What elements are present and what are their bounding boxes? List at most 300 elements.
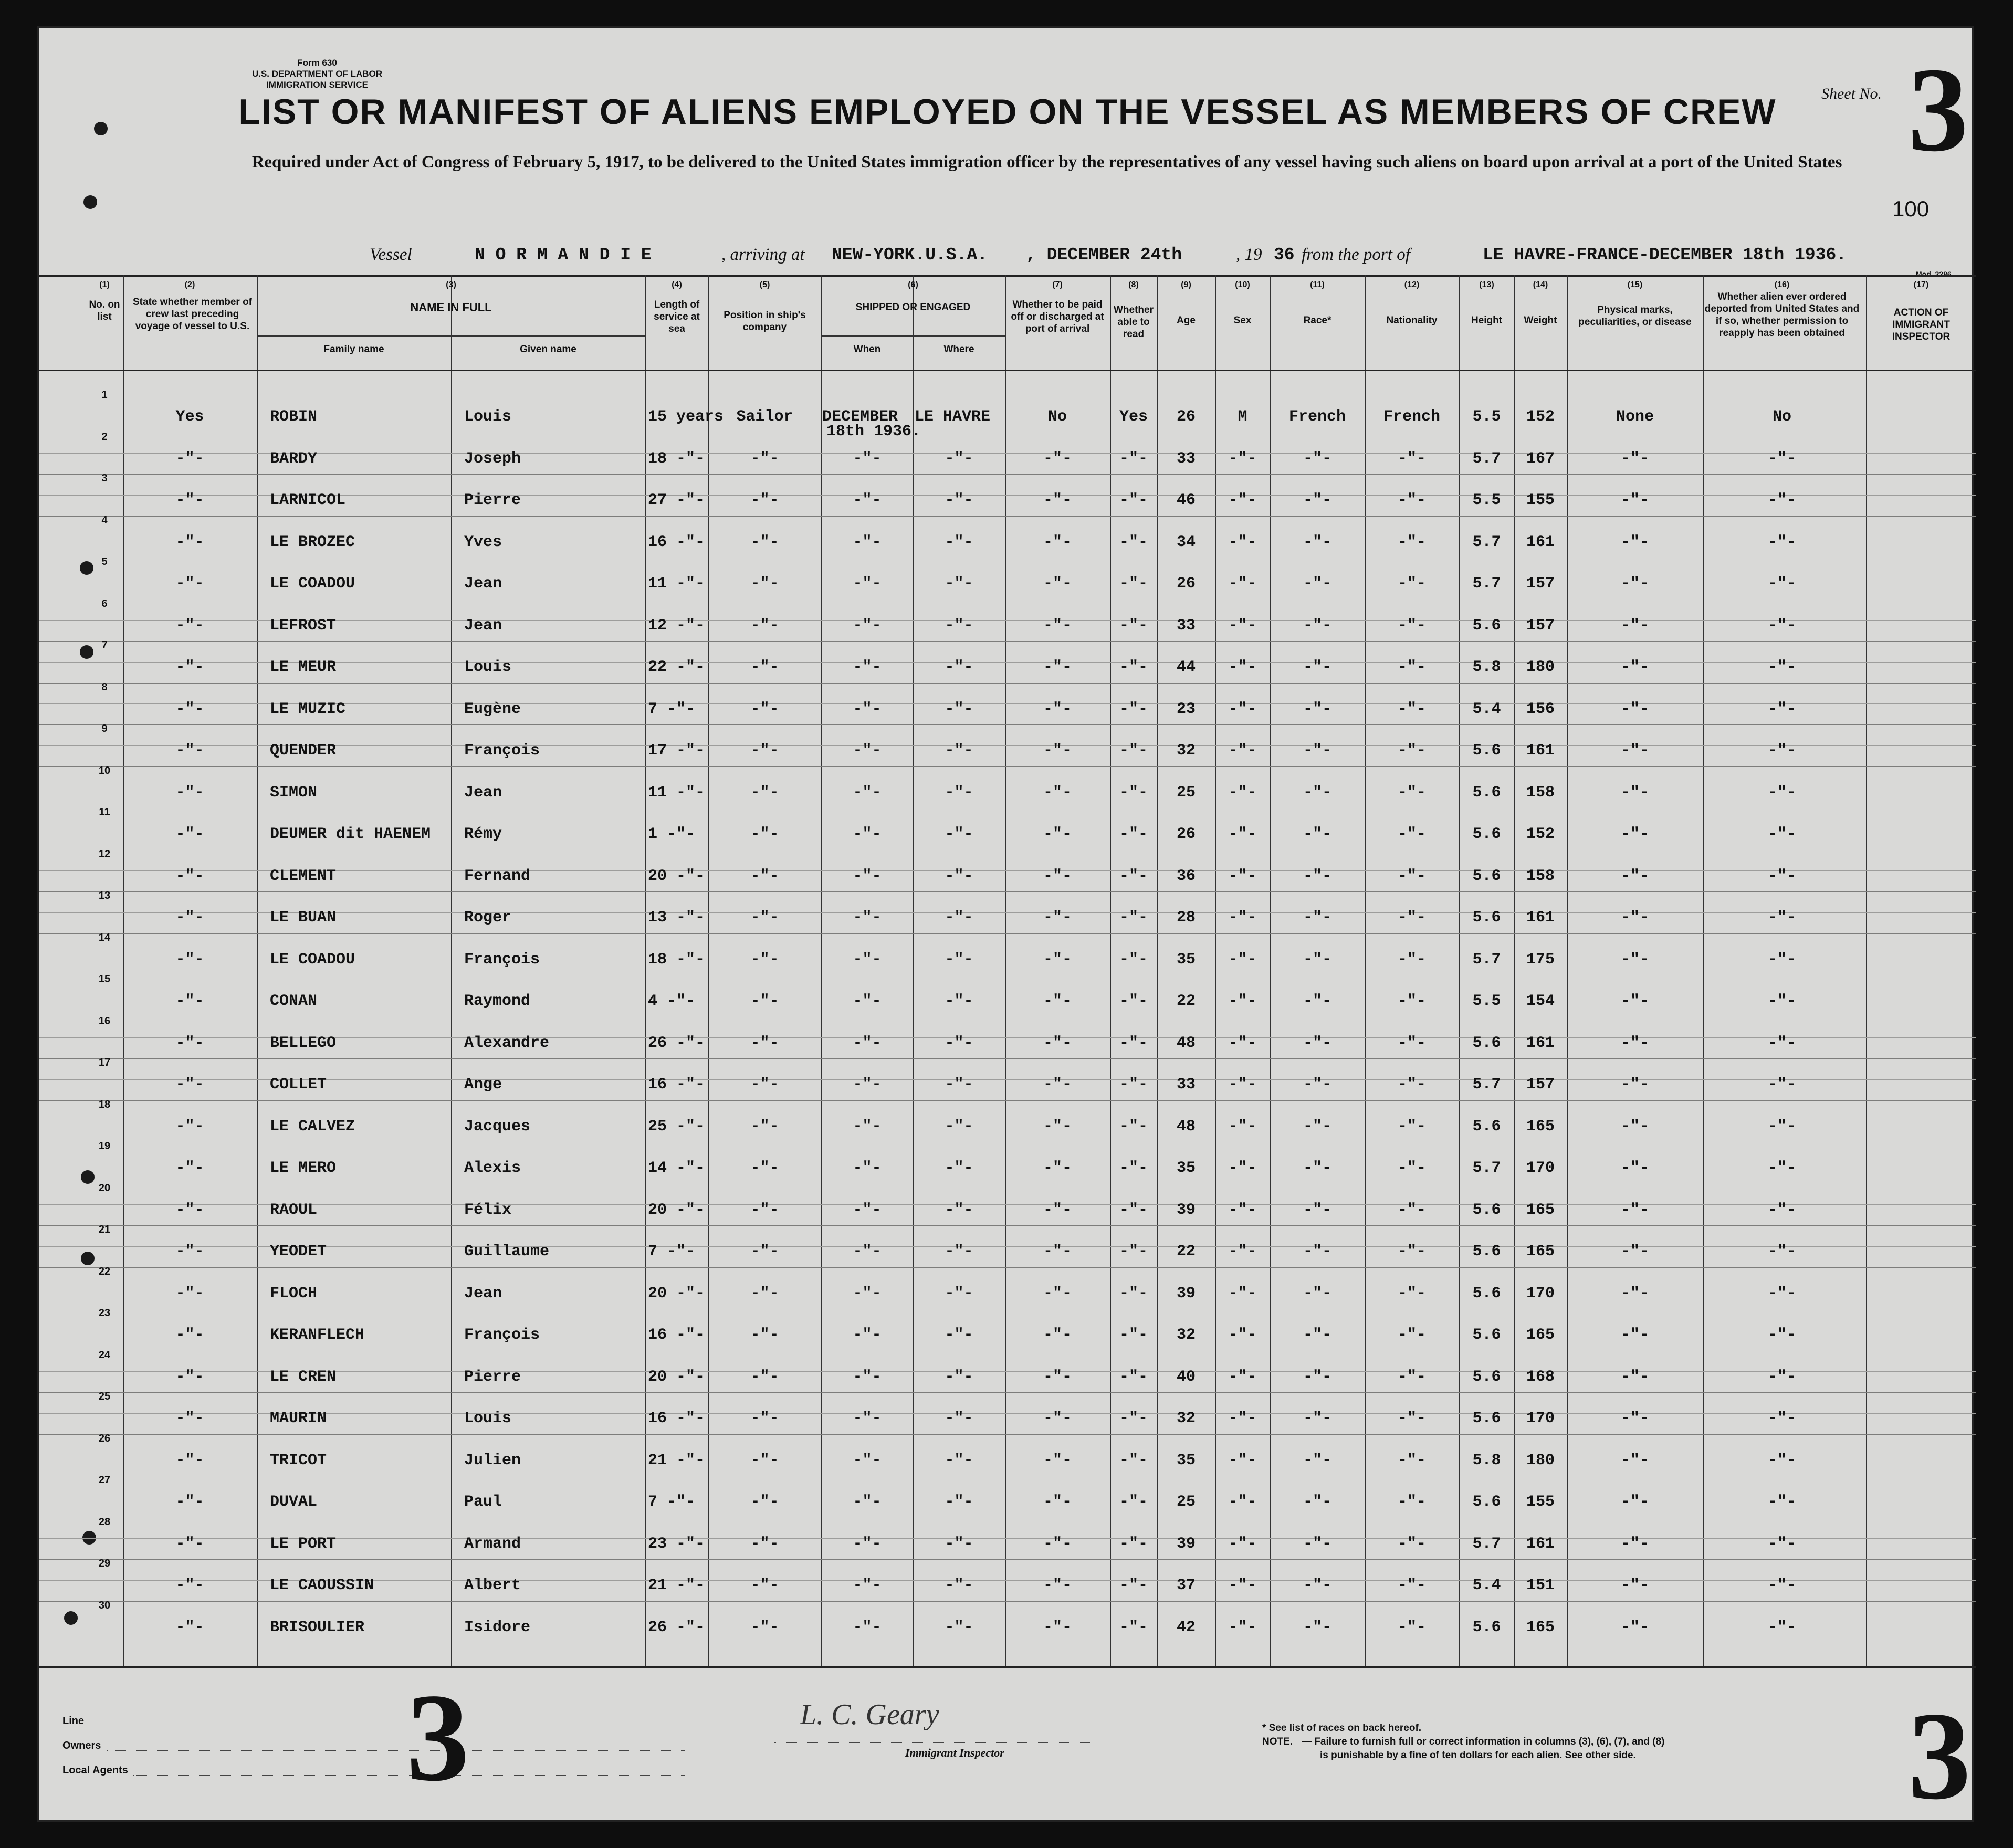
given-name-cell: Jean	[464, 783, 502, 802]
height-cell: 5.6	[1472, 1243, 1501, 1261]
nationality-cell: -"-	[1397, 1201, 1426, 1219]
physical-marks-cell: -"-	[1620, 742, 1649, 760]
able-to-read-cell: Yes	[1119, 408, 1148, 426]
nationality-cell: French	[1383, 408, 1441, 426]
given-name-cell: François	[464, 742, 540, 760]
row-number: 12	[98, 848, 111, 860]
able-to-read-cell: -"-	[1119, 1618, 1148, 1636]
able-to-read-cell: -"-	[1119, 1493, 1148, 1511]
header-able-to-read: Whether able to read	[1114, 304, 1154, 340]
row-number: 5	[101, 556, 108, 568]
given-name-cell: Yves	[464, 533, 502, 551]
shipped-where-cell: -"-	[945, 575, 973, 593]
sex-cell: -"-	[1228, 1535, 1257, 1553]
deported-cell: -"-	[1767, 1159, 1796, 1177]
height-cell: 5.6	[1472, 1618, 1501, 1636]
header-given-name: Given name	[520, 344, 576, 355]
row-number: 15	[98, 973, 111, 985]
height-cell: 5.6	[1472, 825, 1501, 843]
physical-marks-cell: -"-	[1620, 1284, 1649, 1303]
deported-cell: -"-	[1767, 1451, 1796, 1469]
shipped-where-cell: -"-	[945, 1451, 973, 1469]
race-cell: -"-	[1303, 1493, 1331, 1511]
shipped-when-cell: -"-	[853, 992, 882, 1010]
shipped-when-cell: -"-	[853, 742, 882, 760]
deported-cell: -"-	[1767, 1618, 1796, 1636]
given-name-cell: Louis	[464, 408, 512, 426]
age-cell: 22	[1176, 1243, 1196, 1261]
paid-off-cell: -"-	[1043, 1201, 1072, 1219]
able-to-read-cell: -"-	[1119, 449, 1148, 468]
sex-cell: -"-	[1228, 1368, 1257, 1386]
nationality-cell: -"-	[1397, 1159, 1426, 1177]
family-name-cell: FLOCH	[270, 1284, 318, 1303]
deported-cell: -"-	[1767, 1493, 1796, 1511]
column-divider	[1866, 275, 1867, 1666]
shipped-when-cell: -"-	[853, 1451, 882, 1469]
sex-cell: -"-	[1228, 1284, 1257, 1303]
able-to-read-cell: -"-	[1119, 909, 1148, 927]
form-identifier	[207, 57, 427, 90]
height-cell: 5.6	[1472, 616, 1501, 635]
race-cell: -"-	[1303, 449, 1331, 468]
given-name-cell: Raymond	[464, 992, 531, 1010]
age-cell: 33	[1176, 1076, 1196, 1094]
weight-cell: 161	[1526, 533, 1555, 551]
physical-marks-cell: -"-	[1620, 1159, 1649, 1177]
position-cell: -"-	[750, 449, 779, 468]
age-cell: 48	[1176, 1034, 1196, 1052]
paid-off-cell: -"-	[1043, 1368, 1072, 1386]
member-of-crew-cell: -"-	[175, 1493, 204, 1511]
position-cell: -"-	[750, 950, 779, 969]
header-sex: Sex	[1233, 315, 1252, 326]
shipped-where-cell: LE HAVRE	[915, 408, 991, 426]
physical-marks-cell: -"-	[1620, 1201, 1649, 1219]
row-rule	[39, 1559, 1976, 1560]
paid-off-cell: -"-	[1043, 825, 1072, 843]
race-cell: -"-	[1303, 1034, 1331, 1052]
physical-marks-cell: -"-	[1620, 658, 1649, 676]
sex-cell: -"-	[1228, 1493, 1257, 1511]
given-name-cell: Albert	[464, 1577, 521, 1594]
age-cell: 26	[1176, 408, 1196, 426]
shipped-when-cell: -"-	[853, 616, 882, 635]
given-name-cell: Jacques	[464, 1117, 531, 1136]
weight-cell: 167	[1526, 449, 1555, 468]
shipped-when-cell: -"-	[853, 1159, 882, 1177]
able-to-read-cell: -"-	[1119, 1535, 1148, 1553]
height-cell: 5.6	[1472, 1284, 1501, 1303]
age-cell: 34	[1176, 533, 1196, 551]
year: 36	[1274, 245, 1295, 265]
shipped-where-cell: -"-	[945, 1535, 973, 1553]
paid-off-cell: -"-	[1043, 909, 1072, 927]
row-rule	[39, 724, 1976, 725]
sex-cell: -"-	[1228, 491, 1257, 509]
position-cell: -"-	[750, 1117, 779, 1136]
able-to-read-cell: -"-	[1119, 1326, 1148, 1344]
paid-off-cell: -"-	[1043, 867, 1072, 885]
family-name-cell: LE MEUR	[270, 658, 337, 676]
able-to-read-cell: -"-	[1119, 1159, 1148, 1177]
paid-off-cell: -"-	[1043, 1034, 1072, 1052]
able-to-read-cell: -"-	[1119, 533, 1148, 551]
paid-off-cell: -"-	[1043, 575, 1072, 593]
family-name-cell: RAOUL	[270, 1201, 318, 1219]
row-number: 23	[98, 1307, 111, 1319]
shipped-when-cell: -"-	[853, 449, 882, 468]
paid-off-cell: -"-	[1043, 658, 1072, 676]
row-number: 22	[98, 1265, 111, 1277]
age-cell: 39	[1176, 1201, 1196, 1219]
service-length-cell: 16 -"-	[648, 1410, 705, 1427]
height-cell: 5.6	[1472, 909, 1501, 927]
nationality-cell: -"-	[1397, 950, 1426, 969]
shipped-where-cell: -"-	[945, 533, 973, 551]
shipped-when-cell: -"-	[853, 658, 882, 676]
weight-cell: 152	[1526, 825, 1555, 843]
paid-off-cell: -"-	[1043, 491, 1072, 509]
nationality-cell: -"-	[1397, 992, 1426, 1010]
position-cell: -"-	[750, 1535, 779, 1553]
service-length-cell: 21 -"-	[648, 1577, 705, 1594]
header-position: Position in ship's company	[724, 310, 806, 333]
paid-off-cell: -"-	[1043, 1159, 1072, 1177]
column-divider	[645, 275, 646, 1666]
service-length-cell: 20 -"-	[648, 867, 705, 885]
given-name-cell: Jean	[464, 575, 502, 593]
shipped-where-cell: -"-	[945, 616, 973, 635]
deported-cell: -"-	[1767, 533, 1796, 551]
family-name-cell: LE BUAN	[270, 909, 337, 927]
shipped-when-cell: -"-	[853, 909, 882, 927]
given-name-cell: Rémy	[464, 825, 502, 843]
height-cell: 5.5	[1472, 992, 1501, 1010]
paid-off-cell: -"-	[1043, 950, 1072, 969]
row-number: 28	[98, 1516, 111, 1528]
family-name-cell: LE CREN	[270, 1368, 337, 1386]
header-when: When	[853, 344, 881, 355]
given-name-cell: Joseph	[464, 449, 521, 468]
header-family-name: Family name	[323, 344, 384, 355]
weight-cell: 165	[1526, 1117, 1555, 1136]
deported-cell: -"-	[1767, 783, 1796, 802]
row-rule	[39, 641, 1976, 642]
height-cell: 5.6	[1472, 742, 1501, 760]
column-number: (12)	[1404, 280, 1420, 289]
weight-cell: 161	[1526, 909, 1555, 927]
header-name-in-full: NAME IN FULL	[410, 301, 492, 314]
member-of-crew-cell: -"-	[175, 1284, 204, 1303]
age-cell: 44	[1176, 658, 1196, 676]
sex-cell: -"-	[1228, 992, 1257, 1010]
shipped-when-cell: -"-	[853, 575, 882, 593]
position-cell: -"-	[750, 1034, 779, 1052]
row-number: 20	[98, 1182, 111, 1194]
shipped-when-cell: -"-	[853, 867, 882, 885]
race-cell: -"-	[1303, 658, 1331, 676]
position-cell: -"-	[750, 1368, 779, 1386]
header-member-of-crew: State whether member of crew last preceding voyage of vessel to U.S.	[133, 297, 252, 332]
position-cell: -"-	[750, 1451, 779, 1469]
race-cell: -"-	[1303, 867, 1331, 885]
column-number: (7)	[1052, 280, 1063, 289]
sex-cell: -"-	[1228, 1076, 1257, 1094]
sex-cell: -"-	[1228, 1618, 1257, 1636]
nationality-cell: -"-	[1397, 1618, 1426, 1636]
row-number: 19	[98, 1140, 111, 1152]
family-name-cell: LE CALVEZ	[270, 1117, 355, 1136]
position-cell: -"-	[750, 1410, 779, 1427]
service-length-cell: 14 -"-	[648, 1159, 705, 1177]
service-length-cell: 13 -"-	[648, 909, 705, 927]
family-name-cell: YEODET	[270, 1243, 327, 1261]
year-label: , 19	[1236, 245, 1262, 264]
nationality-cell: -"-	[1397, 1076, 1426, 1094]
given-name-cell: Roger	[464, 909, 512, 927]
row-rule	[39, 891, 1976, 892]
able-to-read-cell: -"-	[1119, 825, 1148, 843]
paid-off-cell: -"-	[1043, 1618, 1072, 1636]
sex-cell: -"-	[1228, 1201, 1257, 1219]
physical-marks-cell: -"-	[1620, 700, 1649, 718]
race-cell: -"-	[1303, 1368, 1331, 1386]
sex-cell: -"-	[1228, 1326, 1257, 1344]
member-of-crew-cell: -"-	[175, 1159, 204, 1177]
column-number: (11)	[1310, 280, 1325, 289]
paid-off-cell: -"-	[1043, 1410, 1072, 1427]
table-top-border	[39, 275, 1976, 277]
family-name-cell: DEUMER dit HAENEM	[270, 825, 431, 843]
row-rule	[39, 933, 1976, 934]
service-length-cell: 27 -"-	[648, 491, 705, 509]
deported-cell: -"-	[1767, 575, 1796, 593]
able-to-read-cell: -"-	[1119, 742, 1148, 760]
row-rule	[39, 1434, 1976, 1435]
family-name-cell: LE COADOU	[270, 575, 355, 593]
height-cell: 5.8	[1472, 1451, 1501, 1469]
row-rule	[39, 683, 1976, 684]
able-to-read-cell: -"-	[1119, 1117, 1148, 1136]
age-cell: 32	[1176, 1410, 1196, 1427]
deported-cell: -"-	[1767, 700, 1796, 718]
header-race: Race*	[1303, 315, 1331, 326]
nationality-cell: -"-	[1397, 449, 1426, 468]
row-number: 21	[98, 1224, 111, 1235]
arrival-date: , DECEMBER 24th	[1026, 245, 1182, 265]
race-cell: -"-	[1303, 1159, 1331, 1177]
deported-cell: -"-	[1767, 1284, 1796, 1303]
family-name-cell: LE COADOU	[270, 950, 355, 969]
shipped-when-cell: -"-	[853, 1117, 882, 1136]
deported-cell: No	[1772, 408, 1791, 426]
shipped-when-cell: -"-	[853, 1243, 882, 1261]
given-name-cell: François	[464, 1326, 540, 1344]
age-cell: 48	[1176, 1117, 1196, 1136]
paid-off-cell: -"-	[1043, 1284, 1072, 1303]
paid-off-cell: -"-	[1043, 1243, 1072, 1261]
nationality-cell: -"-	[1397, 533, 1426, 551]
deported-cell: -"-	[1767, 909, 1796, 927]
service-length-cell: 7 -"-	[648, 1243, 696, 1261]
row-number: 13	[98, 890, 111, 901]
header-nationality: Nationality	[1386, 315, 1438, 326]
column-number: (1)	[99, 280, 110, 289]
service-length-cell: 26 -"-	[648, 1618, 705, 1636]
able-to-read-cell: -"-	[1119, 1243, 1148, 1261]
note-label: NOTE.	[1262, 1736, 1293, 1747]
shipped-where-cell: -"-	[945, 1076, 973, 1094]
family-name-cell: LE PORT	[270, 1535, 337, 1553]
mod-number: Mod. 2286	[1916, 270, 1952, 278]
able-to-read-cell: -"-	[1119, 575, 1148, 593]
race-cell: -"-	[1303, 992, 1331, 1010]
deported-cell: -"-	[1767, 1577, 1796, 1594]
height-cell: 5.6	[1472, 1117, 1501, 1136]
weight-cell: 157	[1526, 616, 1555, 635]
shipped-where-cell: -"-	[945, 783, 973, 802]
age-cell: 42	[1176, 1618, 1196, 1636]
physical-marks-cell: -"-	[1620, 992, 1649, 1010]
member-of-crew-cell: -"-	[175, 700, 204, 718]
service-length-cell: 20 -"-	[648, 1368, 705, 1386]
shipped-where-cell: -"-	[945, 950, 973, 969]
family-name-cell: LE BROZEC	[270, 533, 355, 551]
nationality-cell: -"-	[1397, 867, 1426, 885]
sheet-label: Sheet No.	[1821, 85, 1882, 102]
member-of-crew-cell: -"-	[175, 783, 204, 802]
member-of-crew-cell: -"-	[175, 658, 204, 676]
height-cell: 5.7	[1472, 575, 1501, 593]
vessel-label: Vessel	[370, 245, 412, 264]
race-cell: -"-	[1303, 950, 1331, 969]
shipped-when-cell: -"-	[853, 783, 882, 802]
position-cell: -"-	[750, 1493, 779, 1511]
shipped-where-cell: -"-	[945, 1493, 973, 1511]
race-cell: -"-	[1303, 1076, 1331, 1094]
paid-off-cell: -"-	[1043, 742, 1072, 760]
given-name-cell: Jean	[464, 1284, 502, 1303]
sex-cell: -"-	[1228, 1034, 1257, 1052]
sex-cell: -"-	[1228, 1243, 1257, 1261]
punch-hole	[81, 1252, 95, 1265]
physical-marks-cell: -"-	[1620, 533, 1649, 551]
position-cell: -"-	[750, 575, 779, 593]
physical-marks-cell: -"-	[1620, 575, 1649, 593]
given-name-cell: Guillaume	[464, 1243, 550, 1261]
service-length-cell: 15 years	[648, 408, 724, 426]
physical-marks-cell: -"-	[1620, 950, 1649, 969]
paid-off-cell: -"-	[1043, 1076, 1072, 1094]
shipped-where-cell: -"-	[945, 700, 973, 718]
paid-off-cell: -"-	[1043, 1117, 1072, 1136]
shipped-when-cell: DECEMBER	[822, 408, 898, 426]
sex-cell: -"-	[1228, 1117, 1257, 1136]
age-cell: 28	[1176, 909, 1196, 927]
race-cell: -"-	[1303, 1410, 1331, 1427]
row-number: 3	[101, 472, 108, 484]
service-length-cell: 1 -"-	[648, 825, 696, 843]
family-name-cell: BELLEGO	[270, 1034, 337, 1052]
race-cell: -"-	[1303, 742, 1331, 760]
age-cell: 46	[1176, 491, 1196, 509]
age-cell: 39	[1176, 1284, 1196, 1303]
row-number: 1	[101, 389, 108, 401]
member-of-crew-cell: -"-	[175, 1368, 204, 1386]
member-of-crew-cell: -"-	[175, 909, 204, 927]
shipped-where-cell: -"-	[945, 1034, 973, 1052]
note-text-continued: is punishable by a fine of ten dollars for each alien. See other side.	[1320, 1750, 1636, 1761]
age-cell: 35	[1176, 1159, 1196, 1177]
punch-hole	[83, 195, 97, 209]
shipped-when-cell: -"-	[853, 533, 882, 551]
able-to-read-cell: -"-	[1119, 1368, 1148, 1386]
row-number: 26	[98, 1432, 111, 1444]
weight-cell: 170	[1526, 1410, 1555, 1427]
weight-cell: 170	[1526, 1159, 1555, 1177]
punch-hole	[64, 1611, 78, 1625]
shipped-where-cell: -"-	[945, 658, 973, 676]
department: U.S. DEPARTMENT OF LABOR	[251, 69, 383, 79]
deported-cell: -"-	[1767, 616, 1796, 635]
position-cell: -"-	[750, 909, 779, 927]
weight-cell: 152	[1526, 408, 1555, 426]
owners-field	[107, 1750, 685, 1751]
row-rule	[39, 1058, 1976, 1059]
sex-cell: M	[1238, 408, 1247, 426]
weight-cell: 161	[1526, 1034, 1555, 1052]
able-to-read-cell: -"-	[1119, 867, 1148, 885]
able-to-read-cell: -"-	[1119, 1410, 1148, 1427]
row-rule	[39, 516, 1976, 517]
nationality-cell: -"-	[1397, 825, 1426, 843]
age-cell: 25	[1176, 783, 1196, 802]
service-length-cell: 22 -"-	[648, 658, 705, 676]
race-cell: -"-	[1303, 909, 1331, 927]
position-cell: -"-	[750, 742, 779, 760]
nationality-cell: -"-	[1397, 491, 1426, 509]
physical-marks-cell: -"-	[1620, 1410, 1649, 1427]
given-name-cell: Pierre	[464, 491, 521, 509]
column-divider	[257, 275, 258, 1666]
member-of-crew-cell: -"-	[175, 491, 204, 509]
age-cell: 35	[1176, 1451, 1196, 1469]
service-length-cell: 21 -"-	[648, 1451, 705, 1469]
deported-cell: -"-	[1767, 825, 1796, 843]
shipped-where-cell: -"-	[945, 992, 973, 1010]
shipped-where-cell: -"-	[945, 1117, 973, 1136]
sex-cell: -"-	[1228, 825, 1257, 843]
deported-cell: -"-	[1767, 658, 1796, 676]
deported-cell: -"-	[1767, 992, 1796, 1010]
sex-cell: -"-	[1228, 742, 1257, 760]
paid-off-cell: -"-	[1043, 1326, 1072, 1344]
physical-marks-cell: -"-	[1620, 1451, 1649, 1469]
member-of-crew-cell: -"-	[175, 575, 204, 593]
family-name-cell: TRICOT	[270, 1451, 327, 1469]
physical-marks-cell: -"-	[1620, 783, 1649, 802]
height-cell: 5.7	[1472, 449, 1501, 468]
shipped-where-cell: -"-	[945, 1368, 973, 1386]
position-cell: -"-	[750, 1159, 779, 1177]
able-to-read-cell: -"-	[1119, 783, 1148, 802]
family-name-cell: KERANFLECH	[270, 1326, 365, 1344]
height-cell: 5.6	[1472, 783, 1501, 802]
position-cell: -"-	[750, 867, 779, 885]
physical-marks-cell: -"-	[1620, 1535, 1649, 1553]
physical-marks-cell: -"-	[1620, 1117, 1649, 1136]
